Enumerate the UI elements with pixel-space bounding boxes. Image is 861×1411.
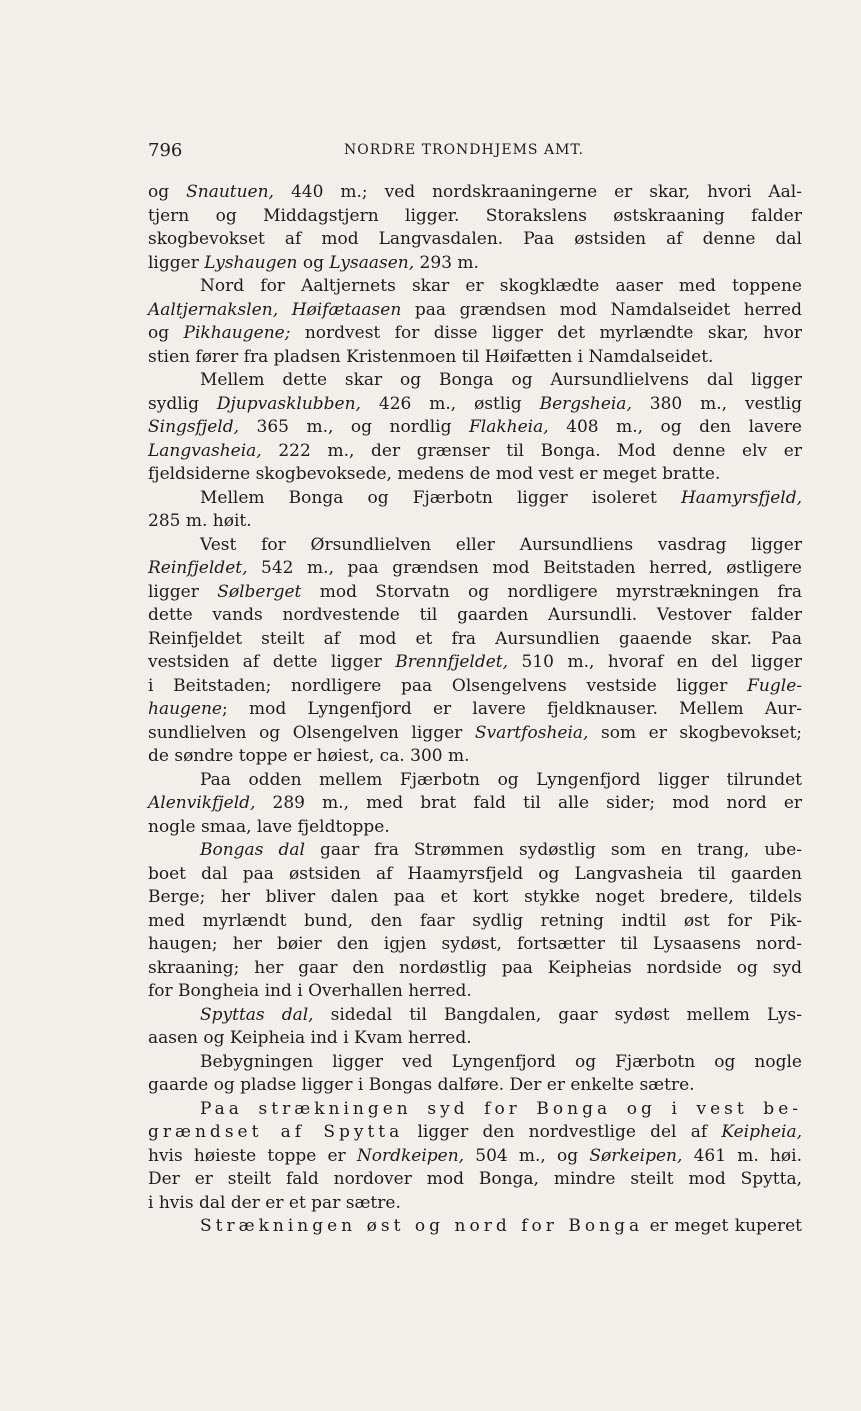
italic-term: Nordkeipen,	[356, 1145, 465, 1166]
text-line	[148, 440, 802, 464]
italic-term: Lysaasen,	[329, 252, 415, 273]
italic-term: Singsfjeld,	[148, 417, 239, 437]
text-segment: skogbevokset af mod Langvasdalen. Paa østsiden af denne dal	[148, 229, 802, 249]
text-segment: Reinfjeldet steilt af mod et fra Aursundlien gaaende skar. Paa	[148, 628, 802, 649]
text-segment: med myrlændt bund, den faar sydlig retning indtil øst for Pik-	[148, 910, 802, 931]
text-line	[148, 393, 802, 417]
text-segment: Bebygningen ligger ved Lyngenfjord og Fjærbotn og nogle	[200, 1051, 802, 1072]
italic-term: Bergsheia,	[539, 393, 632, 414]
text-segment: Strækningen øst og nord for Bonga	[200, 1216, 644, 1236]
text-segment: 289 m., med brat fald til alle sider; mod nord er	[255, 793, 802, 813]
text-line	[148, 628, 802, 652]
italic-term: Pikhaugene;	[183, 323, 291, 343]
text-segment: sydlig	[148, 393, 217, 414]
text-line	[148, 933, 802, 957]
text-segment: Paa odden mellem Fjærbotn og Lyngenfjord ligger tilrundet	[200, 769, 802, 790]
italic-term: Svartfosheia,	[474, 722, 589, 743]
italic-term: haugene	[148, 699, 222, 719]
text-segment: ligger den nordvestlige del af	[403, 1122, 722, 1142]
text-line	[148, 886, 802, 910]
text-segment: skraaning; her gaar den nordøstlig paa Keipheias nordside og syd	[148, 957, 802, 978]
italic-term: Spyttas dal,	[200, 1004, 314, 1025]
text-segment: Vest for Ørsundlielven eller Aursundliens vasdrag ligger	[200, 534, 802, 555]
text-line	[148, 792, 802, 816]
text-segment: 365 m., og nordlig	[239, 417, 469, 437]
text-line	[148, 205, 802, 229]
text-segment: paa grændsen mod Namdalseidet herred	[401, 299, 802, 320]
italic-term: Sørkeipen,	[589, 1145, 683, 1166]
text-line	[148, 1074, 802, 1098]
text-line	[148, 1145, 802, 1169]
text-segment: gaarde og pladse ligger i Bongas dalføre. Der er enkelte sætre.	[148, 1075, 695, 1095]
text-segment: fjeldsiderne skogbevoksede, medens de mod vest er meget bratte.	[148, 464, 721, 484]
italic-term: Aaltjernakslen, Høifætaasen	[148, 299, 402, 320]
page-header	[148, 140, 802, 164]
text-segment: 380 m., vestlig	[631, 393, 802, 414]
text-segment: 504 m., og	[464, 1145, 590, 1166]
text-segment: 542 m., paa grændsen mod Beitstaden herred, østligere	[247, 558, 802, 578]
text-line	[148, 557, 802, 581]
italic-term: Haamyrsfjeld,	[680, 487, 802, 508]
text-segment: i hvis dal der er et par sætre.	[148, 1192, 401, 1213]
text-segment: 408 m., og den lavere	[548, 417, 802, 437]
text-segment: og	[148, 182, 187, 202]
text-line	[148, 722, 802, 746]
text-segment: haugen; her bøier den igjen sydøst, fortsætter til Lysaasens nord-	[148, 934, 802, 954]
text-line	[148, 1051, 802, 1075]
text-segment: for Bongheia ind i Overhallen herred.	[148, 981, 472, 1001]
text-line	[148, 675, 802, 699]
italic-term: Langvasheia,	[148, 440, 262, 461]
text-line	[148, 534, 802, 558]
text-segment: og	[148, 323, 184, 343]
text-segment: 461 m. høi.	[682, 1145, 802, 1166]
text-segment: sundlielven og Olsengelven ligger	[148, 722, 475, 743]
text-line	[148, 839, 802, 863]
text-line	[148, 1215, 802, 1239]
italic-term: Fugle-	[747, 675, 802, 696]
text-line	[148, 299, 802, 323]
text-line	[148, 980, 802, 1004]
text-line	[148, 487, 802, 511]
italic-term: Alenvikfjeld,	[148, 793, 256, 813]
text-segment: 426 m., østlig	[360, 393, 540, 414]
text-line	[148, 252, 802, 276]
text-segment: er meget kuperet	[643, 1216, 802, 1236]
text-segment: tjern og Middagstjern ligger. Storakslens østskraaning falder	[148, 205, 802, 226]
text-line	[148, 1121, 802, 1145]
text-line	[148, 698, 802, 722]
text-line	[148, 369, 802, 393]
text-segment: og	[297, 252, 330, 273]
text-line	[148, 1098, 802, 1122]
text-line	[148, 1192, 802, 1216]
text-line	[148, 228, 802, 252]
text-line	[148, 322, 802, 346]
italic-term: Bongas dal	[200, 840, 305, 860]
text-segment: grændset af Spytta	[148, 1122, 404, 1142]
text-line	[148, 651, 802, 675]
text-line	[148, 181, 802, 205]
text-segment: ligger	[148, 581, 218, 602]
text-segment: ; mod Lyngenfjord er lavere fjeldknauser. Mellem Aur-	[222, 699, 802, 719]
italic-term: Brennfjeldet,	[395, 652, 509, 672]
page-number: 796	[148, 140, 183, 161]
text-segment: 293 m.	[414, 252, 479, 273]
text-line	[148, 510, 802, 534]
text-segment: vestsiden af dette ligger	[148, 652, 396, 672]
text-segment: Mellem Bonga og Fjærbotn ligger isoleret	[200, 487, 681, 508]
italic-term: Keipheia,	[721, 1122, 802, 1142]
text-segment: Nord for Aaltjernets skar er skogklædte aaser med toppene	[200, 276, 802, 296]
text-segment: nogle smaa, lave fjeldtoppe.	[148, 816, 390, 837]
text-segment: Berge; her bliver dalen paa et kort stykke noget bredere, tildels	[148, 887, 802, 907]
italic-term: Flakheia,	[468, 417, 549, 437]
running-title: NORDRE TRONDHJEMS AMT.	[344, 142, 585, 158]
italic-term: Sølberget	[217, 581, 302, 602]
italic-term: Lyshaugen	[204, 252, 298, 273]
text-line	[148, 957, 802, 981]
text-line	[148, 769, 802, 793]
text-segment: boet dal paa østsiden af Haamyrsfjeld og Langvasheia til gaarden	[148, 863, 802, 884]
text-segment: 510 m., hvoraf en del ligger	[508, 652, 803, 672]
text-line	[148, 1004, 802, 1028]
text-line	[148, 863, 802, 887]
text-segment: de søndre toppe er høiest, ca. 300 m.	[148, 746, 470, 766]
text-segment: gaar fra Strømmen sydøstlig som en trang, ube-	[304, 840, 802, 860]
text-segment: 285 m. høit.	[148, 511, 252, 531]
text-segment: hvis høieste toppe er	[148, 1145, 357, 1166]
text-line	[148, 275, 802, 299]
text-line	[148, 1027, 802, 1051]
text-segment: mod Storvatn og nordligere myrstrækningen fra	[301, 581, 802, 602]
text-line	[148, 581, 802, 605]
text-line	[148, 816, 802, 840]
text-line	[148, 1168, 802, 1192]
text-line	[148, 604, 802, 628]
text-segment: stien fører fra pladsen Kristenmoen til Høifætten i Namdalseidet.	[148, 346, 714, 367]
text-line	[148, 346, 802, 370]
text-line	[148, 745, 802, 769]
italic-term: Djupvasklubben,	[216, 393, 361, 414]
text-segment: nordvest for disse ligger det myrlændte skar, hvor	[290, 323, 803, 343]
text-segment: aasen og Keipheia ind i Kvam herred.	[148, 1028, 472, 1048]
text-segment: som er skogbevokset;	[588, 722, 802, 743]
text-segment: Mellem dette skar og Bonga og Aursundlielvens dal ligger	[200, 370, 802, 390]
italic-term: Snautuen,	[186, 182, 274, 202]
text-segment: ligger	[148, 252, 205, 273]
text-segment: 222 m., der grænser til Bonga. Mod denne elv er	[261, 440, 802, 461]
text-line	[148, 910, 802, 934]
text-segment: Paa strækningen syd for Bonga og i vest be-	[200, 1098, 802, 1119]
text-segment: dette vands nordvestende til gaarden Aursundli. Vestover falder	[148, 605, 802, 625]
text-segment: i Beitstaden; nordligere paa Olsengelvens vestside ligger	[148, 675, 748, 696]
text-segment: sidedal til Bangdalen, gaar sydøst mellem Lys-	[313, 1004, 803, 1025]
body-text	[148, 181, 802, 1239]
text-segment: Der er steilt fald nordover mod Bonga, mindre steilt mod Spytta,	[148, 1169, 802, 1189]
text-line	[148, 416, 802, 440]
italic-term: Reinfjeldet,	[148, 558, 248, 578]
text-segment: 440 m.; ved nordskraaningerne er skar, hvori Aal-	[273, 182, 802, 202]
text-line	[148, 463, 802, 487]
